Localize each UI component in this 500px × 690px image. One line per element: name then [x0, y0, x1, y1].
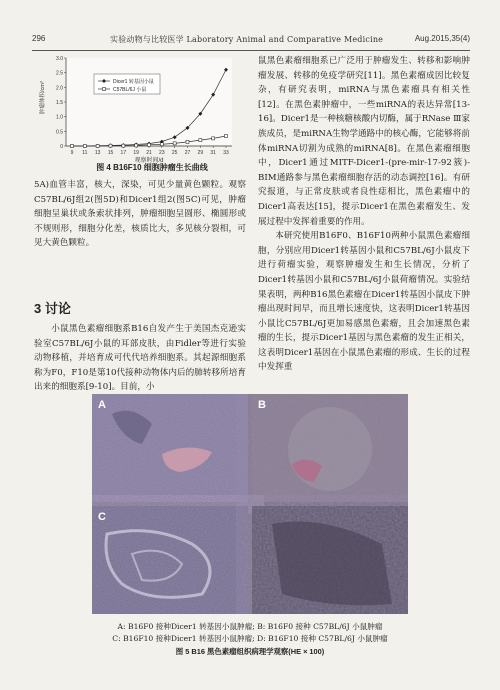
y-tick-label: 1.0	[56, 114, 63, 121]
figure4-caption: 图 4 B16F10 细胞肿瘤生长曲线	[96, 163, 208, 172]
x-tick-label: 23	[159, 150, 165, 156]
panel-label-a: A	[98, 399, 106, 411]
legend-label: C57BL/6J 小鼠	[113, 87, 147, 93]
paragraph-study: 本研究使用B16F0、B16F10两种小鼠黑色素瘤细胞，分别应用Dicer1转基因小鼠和C57BL/6J小鼠皮下进行荷瘤实验，观察肿瘤发生和生长情况，分析了Dicer1转基因小鼠和C57BL/6J小鼠荷瘤情况。实验结果表明，两种B16黑色素瘤在Dicer1转基因小鼠皮下肿瘤出现时间早，而且增长速度快，这表明Dicer1转基因小鼠比C57BL/6J更加易感黑色素瘤，且会加速黑色素瘤的生长，提示Dicer1基因与黑色素瘤的发生正相关，这表明Dicer1基因在小鼠黑色素瘤的形成、生长的过程中发挥重	[258, 231, 470, 373]
page-number: 296	[32, 34, 46, 43]
y-tick-label: 0.5	[56, 129, 63, 136]
data-point-square	[199, 139, 202, 142]
panel-label-b: B	[258, 399, 266, 411]
x-axis-label: 观察时间/d	[134, 158, 164, 164]
panel-c-image	[92, 506, 248, 614]
legend-marker-square	[103, 88, 106, 91]
y-tick-label: 0	[60, 144, 63, 150]
x-tick-label: 19	[133, 150, 139, 156]
y-tick-label: 2.5	[56, 70, 63, 77]
panel-d-image	[252, 506, 408, 614]
right-column	[258, 54, 470, 375]
y-tick-label: 1.5	[56, 100, 63, 106]
paragraph-results: 5A)血管丰富，核大，深染，可见少量黄色颗粒。观察C57BL/6J组2(图5D)和Dicer1组2(图5C)可见，肿瘤细胞呈巢状或条索状排列，肿瘤细胞呈圆形、椭圆形或不规则形，细胞分化差，核质比大，多见核分裂相，可见大黄色颗粒。	[34, 180, 246, 249]
journal-title: 实验动物与比较医学 Laboratory Animal and Comparative Medicine	[110, 35, 384, 44]
y-tick-label: 3.0	[56, 56, 63, 62]
panel-label-c: C	[98, 511, 106, 523]
running-header	[32, 34, 470, 46]
data-point-square	[96, 145, 99, 148]
header-rule	[32, 50, 470, 51]
x-tick-label: 31	[210, 150, 216, 156]
x-tick-label: 13	[94, 150, 101, 156]
y-axis-label: 肿瘤体积/cm³	[40, 81, 46, 114]
data-point-square	[135, 144, 138, 147]
x-tick-label: 25	[171, 150, 178, 156]
paragraph-discussion-1: 小鼠黑色素瘤细胞系B16自发产生于美国杰克逊实验室C57BL/6J小鼠的耳部皮肤，由Fidler等进行实验动物移植，并培育成可代代培养细胞系。其起源细胞系称为F0，F10是第10代接种动物体内后的肺转移所培育出来的细胞系[9-10]。目前，小	[34, 324, 246, 393]
panel-a-image	[92, 394, 248, 502]
data-point-square	[83, 145, 86, 148]
section-heading-discussion: 3 讨论	[34, 301, 71, 316]
issue-date: Aug.2015,35(4)	[414, 34, 470, 43]
chart-legend	[94, 74, 160, 94]
y-tick-label: 2.0	[56, 85, 63, 92]
panel-b-image	[252, 394, 408, 502]
x-tick-label: 9	[70, 150, 74, 156]
x-tick-label: 11	[82, 150, 88, 156]
data-point-square	[109, 144, 112, 147]
data-point-square	[186, 140, 189, 143]
figure5-caption-line1: A: B16F0 接种Dicer1 转基因小鼠肿瘤; B: B16F0 接种 C57BL/6J 小鼠肿瘤	[117, 622, 383, 631]
plot-area	[66, 58, 232, 146]
left-column-upper	[34, 178, 246, 251]
data-point-square	[148, 143, 151, 146]
legend-label: Dicer1 转基因小鼠	[113, 79, 154, 85]
x-tick-label: 15	[107, 150, 114, 156]
data-point-square	[212, 137, 215, 140]
x-tick-label: 21	[146, 150, 152, 156]
x-tick-label: 27	[184, 150, 191, 156]
x-tick-label: 17	[120, 150, 127, 156]
x-tick-label: 29	[197, 150, 204, 156]
data-point-square	[122, 144, 125, 147]
data-point-square	[71, 145, 74, 148]
tumor-growth-chart	[36, 52, 236, 164]
data-point-square	[160, 143, 163, 146]
figure5-caption-line2: C: B16F10 接种Dicer1 转基因小鼠肿瘤; D: B16F10 接种 C57BL/6J 小鼠肿瘤	[112, 634, 388, 643]
x-tick-label: 33	[223, 150, 229, 156]
data-point-square	[173, 142, 176, 145]
figure5-caption-title: 图 5 B16 黑色素瘤组织病理学观察(HE × 100)	[175, 647, 325, 656]
histology-figure	[92, 394, 408, 614]
paragraph-dicer1: 鼠黑色素瘤细胞系已广泛用于肿瘤发生、转移和影响肿瘤发展、转移的免疫学研究[11]。黑色素瘤成因比较复杂，有研究表明，miRNA与黑色素瘤具有相关性[12]。在黑色素肿瘤中，一些miRNA的表达异常[13-16]。Dicer1是一种核糖核酸内切酶，属于RNase Ⅲ家族成员，是miRNA生物学通路中的核心酶，它能够将前体miRNA切割为成熟的miRNA[8]。在黑色素瘤细胞中，Dicer1通过MITF-Dicer1-(pre-mir-17-92簇)-BIM通路参与黑色素瘤细胞存活的动态调控[16]。有研究报道，与正常皮肤或者良性痣相比，黑色素瘤中的Dicer1高表达[15]，提示Dicer1在黑色素瘤发生、发展过程中发挥着重要的作用。	[258, 56, 470, 227]
data-point-square	[225, 135, 228, 138]
left-column-lower	[34, 322, 246, 395]
